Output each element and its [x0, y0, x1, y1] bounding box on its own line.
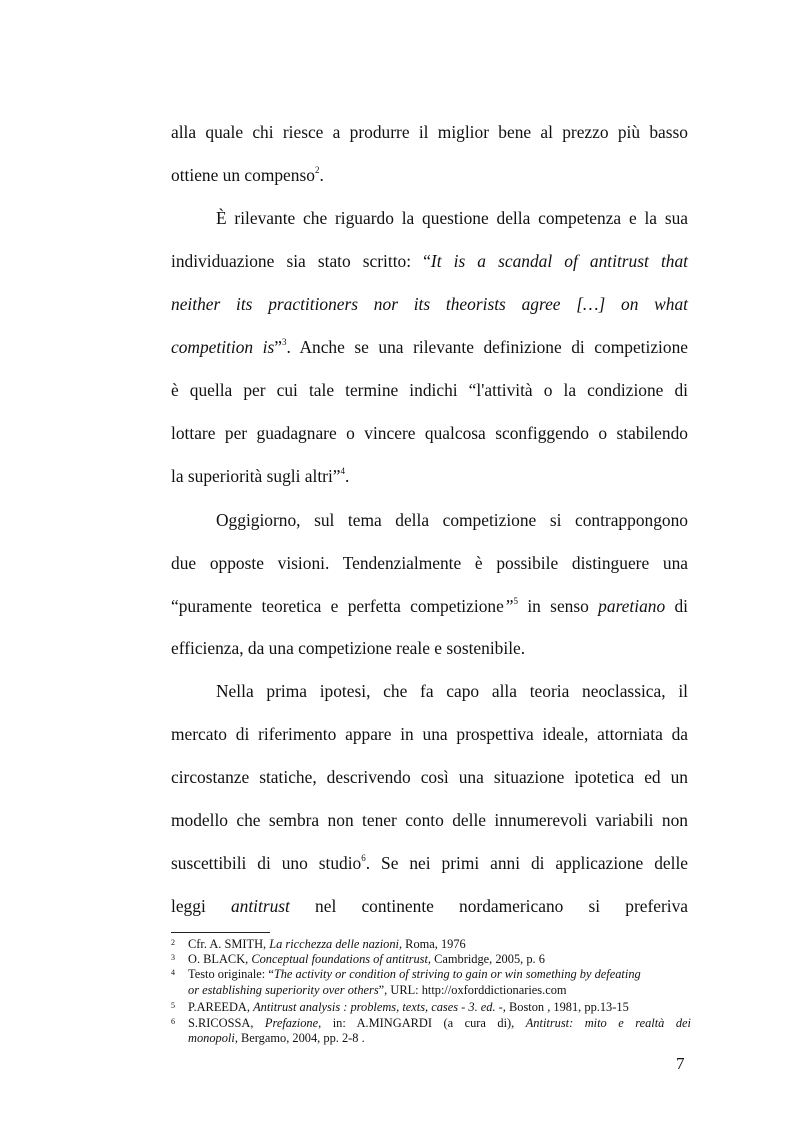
- body-line: è quella per cui tale termine indichi “l'attività o la condizione di: [171, 380, 688, 400]
- body-line: Oggigiorno, sul tema della competizione si contrappongono: [216, 510, 688, 530]
- body-line: lottare per guadagnare o vincere qualcosa sconfiggendo o stabilendo: [171, 423, 688, 443]
- body-line: circostanze statiche, descrivendo così una situazione ipotetica ed un: [171, 767, 688, 787]
- footnote-separator: [171, 932, 270, 933]
- body-line: individuazione sia stato scritto: “It is a scandal of antitrust that: [171, 251, 688, 271]
- footnote-ref[interactable]: 6: [361, 853, 366, 864]
- page-number: 7: [676, 1054, 685, 1073]
- body-line: Nella prima ipotesi, che fa capo alla teoria neoclassica, il: [216, 681, 688, 701]
- body-line: efficienza, da una competizione reale e sostenibile.: [171, 638, 526, 658]
- footnote-ref[interactable]: 5: [513, 596, 518, 607]
- body-line: mercato di riferimento appare in una prospettiva ideale, attorniata da: [171, 724, 688, 744]
- body-line: ottiene un compenso$^2$.: [171, 165, 324, 185]
- body-line: alla quale chi riesce a produrre il miglior bene al prezzo più basso: [171, 122, 688, 142]
- body-line: suscettibili di uno studio$^6$. Se nei primi anni di applicazione delle: [171, 853, 688, 873]
- body-line: due opposte visioni. Tendenzialmente è possibile distinguere una: [171, 553, 688, 573]
- body-line: leggi antitrust nel continente nordamericano si preferiva: [171, 896, 689, 916]
- body-line: la superiorità sugli altri”$^4$.: [171, 466, 350, 486]
- body-line: modello che sembra non tener conto delle innumerevoli variabili non: [171, 810, 688, 830]
- body-line: “puramente teoretica e perfetta competizione”$^5$ in senso paretiano di: [171, 596, 689, 616]
- body-line: neither its practitioners nor its theorists agree […] on what: [171, 294, 688, 314]
- body-line: competition is”$^3$. Anche se una rilevante definizione di competizione: [171, 337, 688, 357]
- footnote-ref[interactable]: 2: [314, 165, 320, 176]
- footnote-ref[interactable]: 3: [282, 337, 287, 348]
- footnote-ref[interactable]: 4: [340, 466, 346, 477]
- body-line: È rilevante che riguardo la questione della competenza e la sua: [216, 208, 688, 228]
